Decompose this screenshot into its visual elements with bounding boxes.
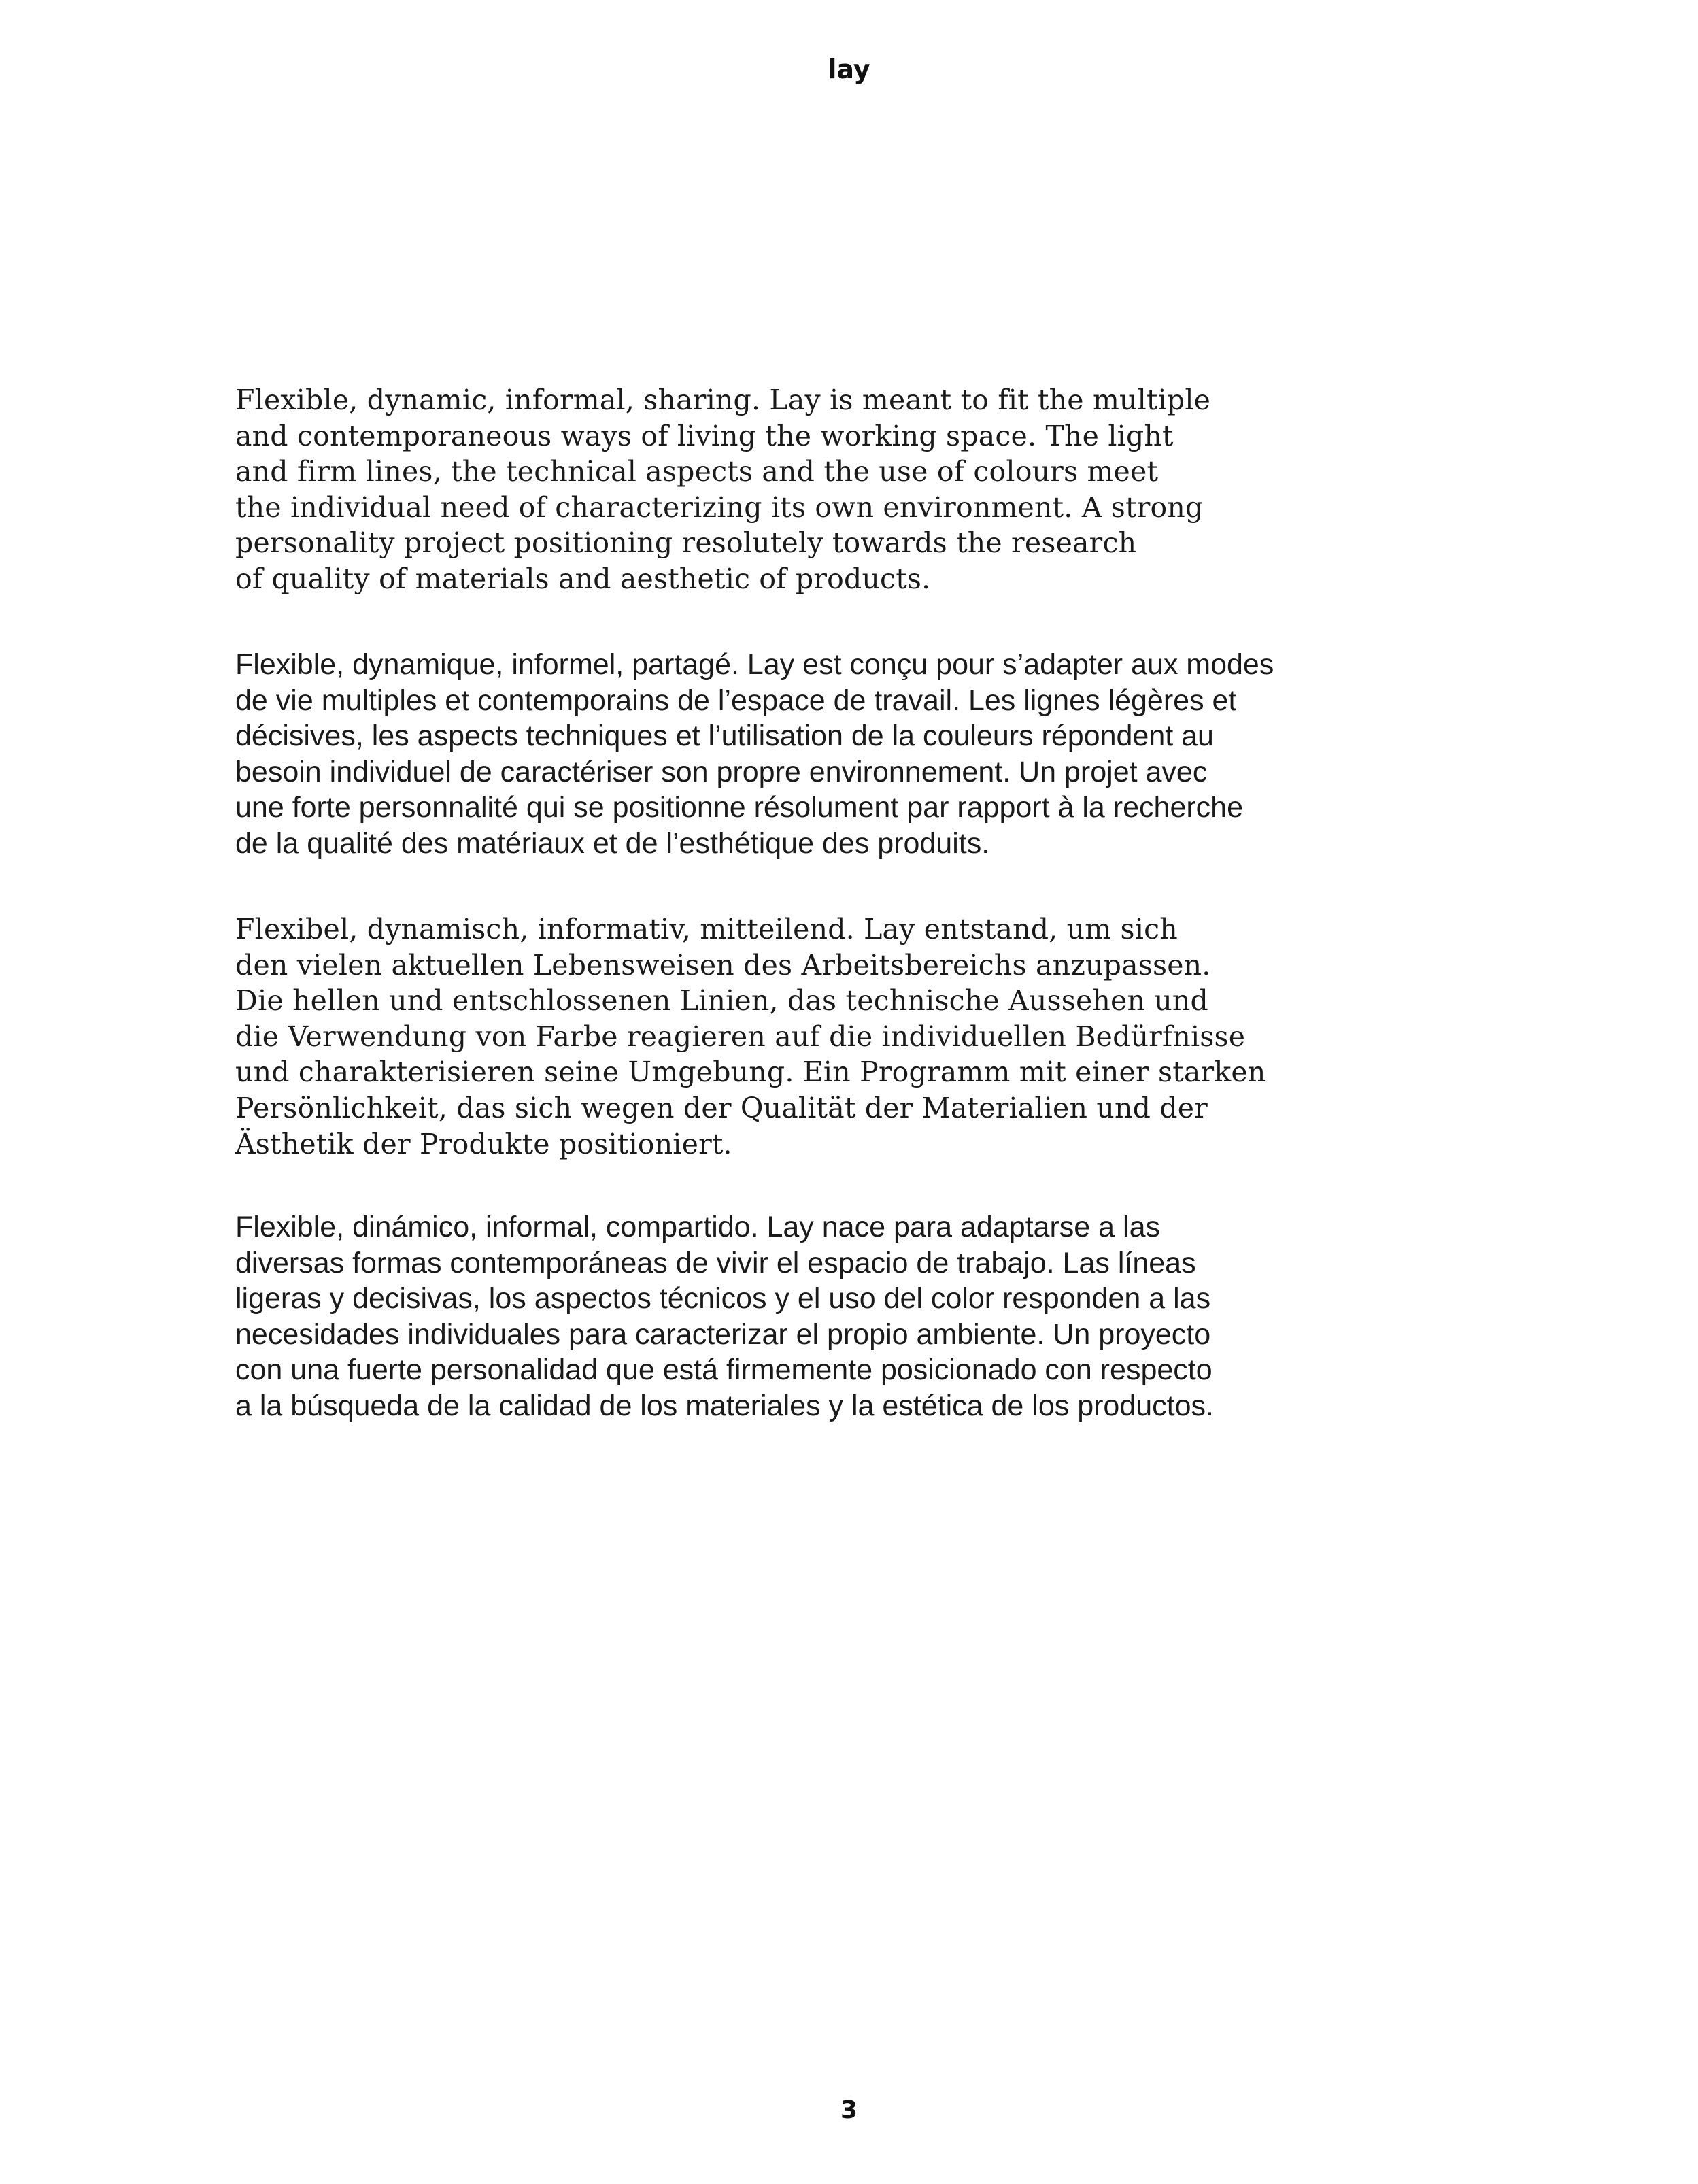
paragraph-french: Flexible, dynamique, informel, partagé. Lay est conçu pour s’adapter aux modes de vie multiples et contemporains de l’espace de travail. Les lignes légères et décisives, les aspects techniques et l’utilisation de la couleurs répondent au besoin individuel de caractériser son propre environnement. Un projet avec une forte personnalité qui se positionne résolument par rapport à la recherche de la qualité des matériaux et de l’esthétique des produits. <box>235 648 1274 860</box>
page-number: 3 <box>840 2096 858 2124</box>
paragraph-spanish: Flexible, dinámico, informal, compartido. Lay nace para adaptarse a las diversas formas contemporáneas de vivir el espacio de trabajo. Las líneas ligeras y decisivas, los aspectos técnicos y el uso del color responden a las necesidades individuales para caracterizar el propio ambiente. Un proyecto con una fuerte personalidad que está firmemente posicionado con respecto a la búsqueda de la calidad de los materiales y la estética de los productos. <box>235 1211 1214 1422</box>
paragraph-english: Flexible, dynamic, informal, sharing. Lay is meant to fit the multiple and contemporaneous ways of living the working space. The light and firm lines, the technical aspects and the use of colours meet the individual need of characterizing its own environment. A strong personality project positioning resolutely towards the research of quality of materials and aesthetic of products. <box>235 384 1211 595</box>
paragraph-german: Flexibel, dynamisch, informativ, mitteilend. Lay entstand, um sich den vielen aktuellen Lebensweisen des Arbeitsbereichs anzupassen. Die hellen und entschlossenen Linien, das technische Aussehen und die Verwendung von Farbe reagieren auf die individuellen Bedürfnisse und charakterisieren seine Umgebung. Ein Programm mit einer starken Persönlichkeit, das sich wegen der Qualität der Materialien und der Ästhetik der Produkte positioniert. <box>235 913 1266 1160</box>
page-header-title: lay <box>828 54 870 84</box>
